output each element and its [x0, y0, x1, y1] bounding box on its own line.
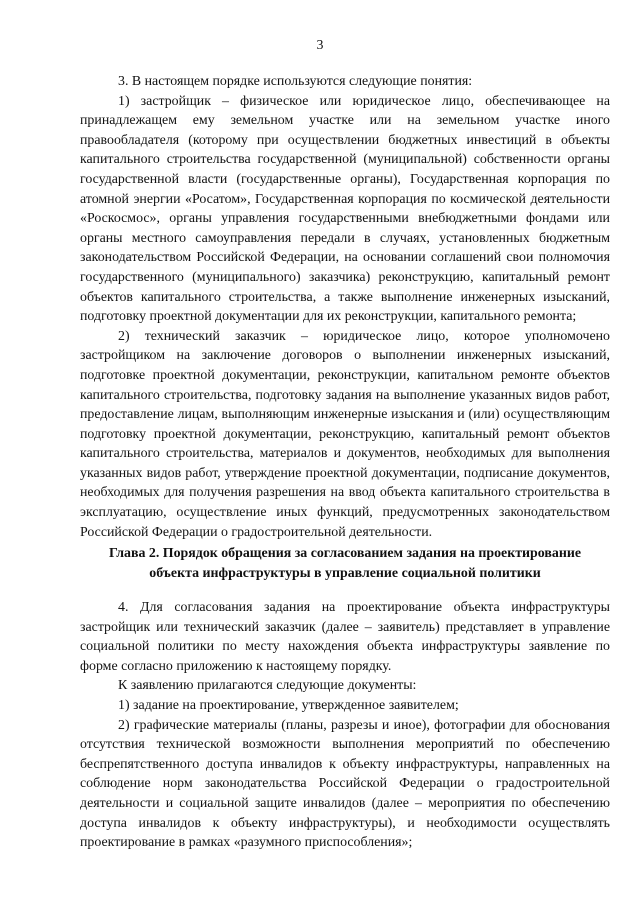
paragraph-attachment-2: 2) графические материалы (планы, разрезы и иное), фотографии для обоснования отсутствия технической возможности выполнения мероприятий по обеспечению беспрепятственного доступа инвалидов к объекту инфраструктуры, направленных на соблюдение норм законодательства Российской Федерации о градостроительной деятельности и социальной защите инвалидов (далее – мероприятия по обеспечению доступа инвалидов к объекту инфраструктуры), и необходимости осуществлять проектирование в рамках «разумного приспособления»;	[80, 717, 610, 851]
chapter-heading-line-2: объекта инфраструктуры в управление социальной политики	[149, 565, 541, 581]
page-number: 3	[316, 38, 324, 53]
chapter-heading	[80, 544, 610, 583]
paragraph-item-4: 4. Для согласования задания на проектирование объекта инфраструктуры застройщик или технический заказчик (далее – заявитель) представляет в управление социальной политики по месту нахождения объекта инфраструктуры заявление по форме согласно приложению к настоящему порядку.	[80, 600, 610, 674]
paragraph-developer-definition: 1) застройщик – физическое или юридическое лицо, обеспечивающее на принадлежащем ему земельном участке или на земельном участке иного правообладателя (которому при осуществлении бюджетных инвестиций в объекты капитального строительства государственной (муниципальной) собственности органы государственной власти (государственные органы), Государственная корпорация по атомной энергии «Росатом», Государственная корпорация по космической деятельности «Роскосмос», органы управления государственными внебюджетными фондами или органы местного самоуправления передали в случаях, установленных бюджетным законодательством Российской Федерации, на основании соглашений свои полномочия государственного (муниципального) заказчика) реконструкцию, капитальный ремонт объектов капитального строительства, а также выполнение инженерных изысканий, подготовку проектной документации для их реконструкции, капитального ремонта;	[80, 93, 610, 325]
chapter-heading-line-1: Глава 2. Порядок обращения за согласованием задания на проектирование	[108, 546, 581, 561]
paragraph-technical-customer-definition: 2) технический заказчик – юридическое лицо, которое уполномочено застройщиком на заключение договоров о выполнении инженерных изысканий, подготовке проектной документации, реконструкции, капитальном ремонте объектов капитального строительства, подготовку задания на выполнение указанных видов работ, предоставление лицам, выполняющим инженерные изыскания и (или) осуществляющим подготовку проектной документации, реконструкцию, капитальный ремонт объектов капитального строительства, материалов и документов, необходимых для выполнения указанных видов работ, утверждение проектной документации, подписание документов, необходимых для получения разрешения на ввод объекта капитального строительства в эксплуатацию, осуществление иных функций, предусмотренных законодательством Российской Федерации о градостроительной деятельности.	[80, 328, 610, 540]
definitions-section	[80, 72, 610, 542]
paragraph-attachment-1: 1) задание на проектирование, утвержденное заявителем;	[118, 697, 459, 713]
chapter2-section	[80, 598, 610, 853]
paragraph-item-3: 3. В настоящем порядке используются следующие понятия:	[118, 74, 473, 89]
paragraph-attachments-intro: К заявлению прилагаются следующие документы:	[118, 678, 417, 694]
